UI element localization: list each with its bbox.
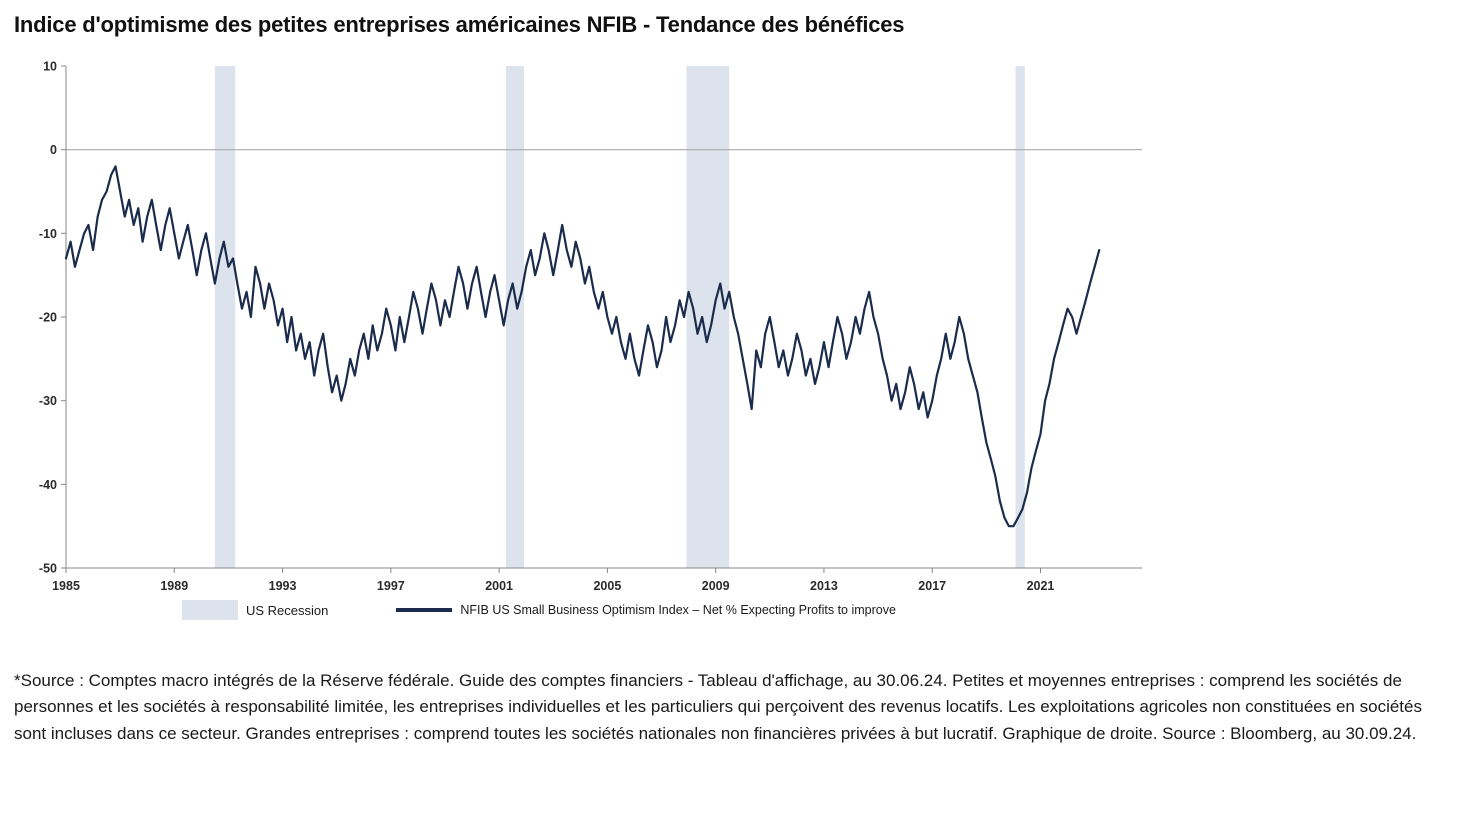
nfib-profit-trend-chart [14, 48, 1454, 648]
svg-text:2013: 2013 [810, 579, 838, 594]
source-note: *Source : Comptes macro intégrés de la Réserve fédérale. Guide des comptes financiers - Tableau d'affichage, au 30.06.24. Petites et moyennes entreprises : comprend les sociétés de personnes et les sociétés à responsabilité limitée, les entreprises individuelles et les particuliers qui perçoivent des revenus locatifs. Les exploitations agricoles non constituées en sociétés sont incluses dans ce secteur. Grandes entreprises : comprend toutes les sociétés nationales non financières privées à but lucratif. Graphique de droite. Source : Bloomberg, au 30.09.24. [14, 671, 1422, 743]
svg-text:-20: -20 [38, 310, 57, 325]
svg-text:1989: 1989 [160, 579, 189, 594]
recession-legend-label: US Recession [246, 602, 329, 618]
svg-text:1985: 1985 [52, 579, 80, 594]
svg-text:-10: -10 [38, 227, 57, 242]
svg-text:1993: 1993 [268, 579, 297, 594]
svg-text:0: 0 [50, 143, 57, 158]
svg-text:2005: 2005 [593, 579, 622, 594]
chart-container [14, 48, 1454, 648]
svg-text:2001: 2001 [485, 579, 514, 594]
svg-text:10: 10 [43, 59, 57, 74]
series-legend-label: NFIB US Small Business Optimism Index – Net % Expecting Profits to improve [460, 603, 896, 618]
svg-text:-40: -40 [38, 478, 57, 493]
series-legend-swatch [396, 608, 452, 612]
svg-text:-30: -30 [38, 394, 57, 409]
svg-text:2021: 2021 [1026, 579, 1055, 594]
svg-text:2009: 2009 [701, 579, 730, 594]
recession-bands [215, 66, 1025, 568]
page-title: Indice d'optimisme des petites entreprises américaines NFIB - Tendance des bénéfices [14, 12, 905, 37]
chart-legend [182, 600, 896, 620]
svg-text:2017: 2017 [918, 579, 947, 594]
svg-text:1997: 1997 [376, 579, 405, 594]
svg-text:-50: -50 [38, 561, 57, 576]
y-axis-ticks [39, 60, 66, 576]
x-axis-ticks [52, 568, 1054, 593]
recession-legend-swatch [182, 600, 238, 620]
